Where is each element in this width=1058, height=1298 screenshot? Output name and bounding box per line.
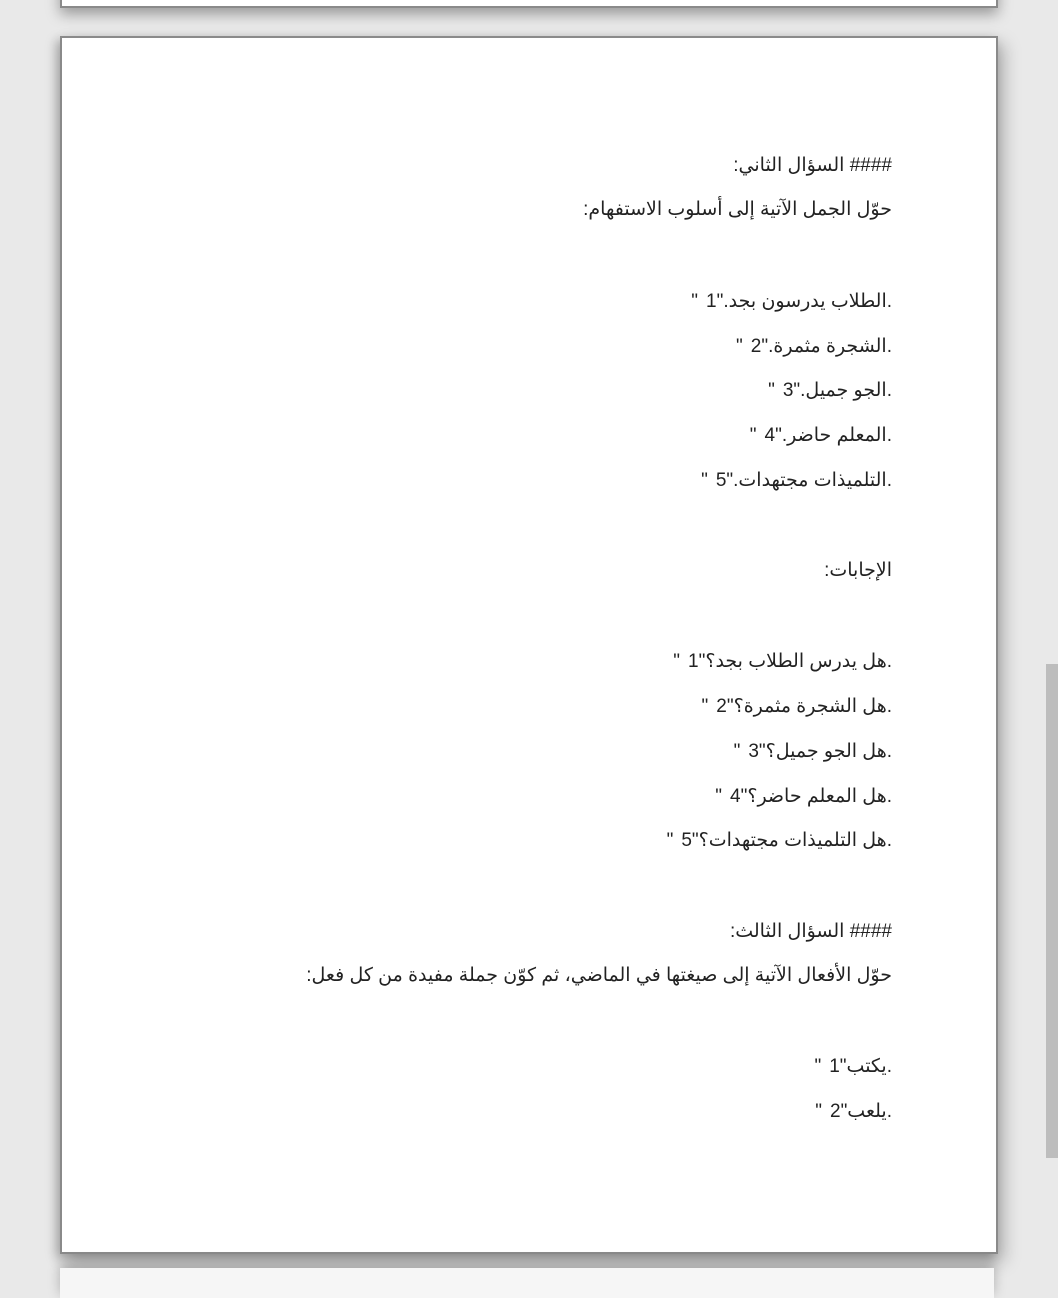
document-page <box>60 36 998 1254</box>
item-text: "الجو جميل." <box>768 380 887 401</box>
item-number: 2. <box>829 1101 892 1122</box>
answer-item <box>702 695 892 719</box>
previous-page-edge <box>60 0 998 8</box>
answers-label: الإجابات: <box>824 560 892 581</box>
item-number: 1. <box>706 291 892 312</box>
list-item <box>750 424 892 448</box>
item-text: "هل يدرس الطلاب بجد؟" <box>673 651 887 672</box>
list-item <box>701 469 892 493</box>
next-page-edge <box>60 1268 994 1298</box>
question-3-instruction: حوّل الأفعال الآتية إلى صيغتها في الماضي، ثم كوّن جملة مفيدة من كل فعل: <box>306 965 892 986</box>
item-text: "هل الجو جميل؟" <box>733 741 887 762</box>
item-number: 1. <box>688 651 892 672</box>
item-number: 4. <box>764 425 892 446</box>
item-number: 4. <box>730 786 892 807</box>
answer-item <box>715 785 892 809</box>
item-number: 5. <box>681 830 892 851</box>
item-number: 2. <box>750 336 892 357</box>
item-text: "التلميذات مجتهدات." <box>701 470 887 491</box>
item-text: "هل الشجرة مثمرة؟" <box>701 696 887 717</box>
list-item <box>814 1055 892 1079</box>
item-number: 1. <box>829 1056 892 1077</box>
question-3-heading: #### السؤال الثالث: <box>729 921 892 942</box>
item-number: 5. <box>715 470 892 491</box>
answer-item <box>734 740 892 764</box>
list-item <box>815 1100 892 1124</box>
item-text: "هل التلميذات مجتهدات؟" <box>666 830 887 851</box>
answer-item <box>667 829 892 853</box>
item-number: 3. <box>782 380 892 401</box>
item-number: 3. <box>748 741 892 762</box>
item-text: "هل المعلم حاضر؟" <box>715 786 887 807</box>
list-item <box>691 290 892 314</box>
list-item <box>768 379 892 403</box>
item-text: "الطلاب يدرسون بجد." <box>691 291 887 312</box>
answer-item <box>673 650 892 674</box>
item-text: "يلعب" <box>815 1101 887 1122</box>
question-2-instruction: حوّل الجمل الآتية إلى أسلوب الاستفهام: <box>583 199 892 220</box>
item-text: "الشجرة مثمرة." <box>736 336 887 357</box>
list-item <box>736 335 892 359</box>
vertical-scrollbar[interactable] <box>1046 664 1058 1158</box>
item-number: 2. <box>716 696 892 717</box>
item-text: "يكتب" <box>814 1056 887 1077</box>
item-text: "المعلم حاضر." <box>749 425 887 446</box>
question-2-heading: #### السؤال الثاني: <box>733 155 892 176</box>
